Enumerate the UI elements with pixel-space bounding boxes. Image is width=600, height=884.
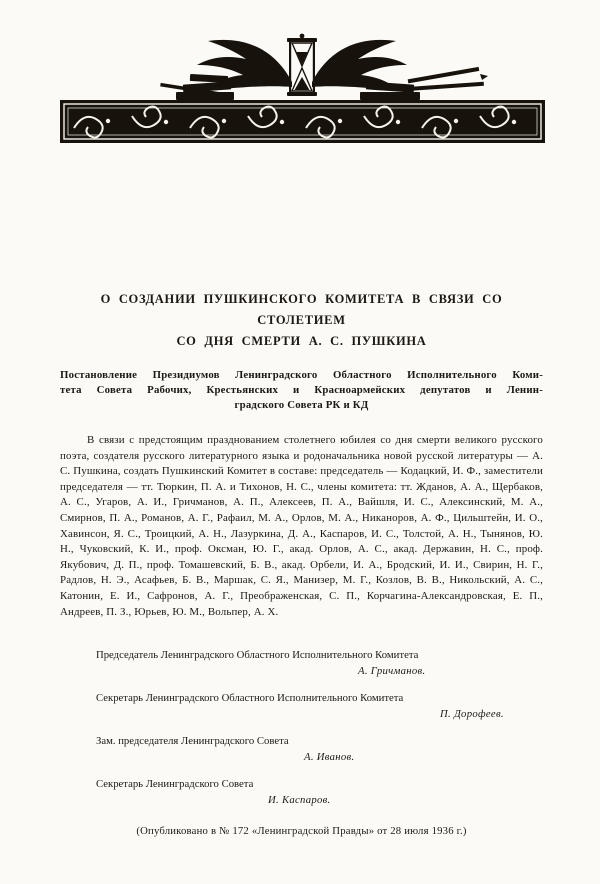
signature-role: Секретарь Ленинградского Совета: [96, 778, 254, 791]
floral-band-icon: [60, 100, 545, 143]
signature-block: [96, 648, 543, 680]
signature-role: Зам. председателя Ленинградского Совета: [96, 735, 289, 748]
title-line-2: СО ДНЯ СМЕРТИ А. С. ПУШКИНА: [176, 334, 427, 348]
signature-role: Секретарь Ленинградского Областного Исполнительного Комитета: [96, 692, 404, 705]
subtitle-line-1: Постановление Президиумов Ленинградского Областного Исполнительного Коми-: [60, 369, 543, 381]
body-paragraph: В связи с предстоящим празднованием столетнего юбилея со дня смерти великого русского поэта, создателя русского литературного языка и родоначальника новой русской литературы — А. С. Пушкина, создать Пушкинский Комитет в составе: председатель — Кодацкий, И. Ф., заместители председателя — тт. Тюркин, П. А. и Тихонов, Н. С., члены комитета: тт. Жданов, А. А., Щербаков, А. С., Угаров, А. И., Гричманов, А. П., Алексеев, П. А., Вайшля, И. С., Алексинский, М. А., Смирнов, П. А., Романов, А. Г., Рафаил, М. А., Орлов, М. А., Никаноров, А. Ф., Цильштейн, И. О., Хавинсон, Я. С., Троицкий, А. Н., Лазуркина, Д. А., Каспаров, И. С., Толстой, А. Н., Тынянов, Ю. Н., Чуковский, К. И., проф. Оксман, Ю. Г., акад. Орлов, А. С., акад. Державин, Н. С., проф. Якубович, Д. П., проф. Томашевский, Б. В., акад. Орбели, И. А., Бродский, И. И., Свирин, Н. Г., Радлов, Н. Э., Асафьев, Б. В., Маршак, С. Я., Манизер, М. Г., Козлов, В. В., Никольский, А. С., Катонин, Е. И., Сафронов, А. Г., Преображенская, С. П., Корчагина-Александровская, Е. П., Андреев, П. З., Юрьев, Ю. М., Вольпер, А. Х.: [60, 434, 543, 618]
document-subtitle: [60, 368, 543, 413]
signature-name: А. Иванов.: [304, 751, 355, 764]
signature-name: П. Дорофеев.: [440, 708, 504, 721]
publication-note: (Опубликовано в № 172 «Ленинградской Правды» от 28 июля 1936 г.): [136, 825, 467, 838]
title-line-1: О СОЗДАНИИ ПУШКИНСКОГО КОМИТЕТА В СВЯЗИ СО СТОЛЕТИЕМ: [100, 292, 503, 327]
winged-hourglass-icon: [197, 34, 407, 96]
signature-role: Председатель Ленинградского Областного Исполнительного Комитета: [96, 649, 419, 662]
subtitle-line-2: тета Совета Рабочих, Крестьянских и Красноармейских депутатов и Ленин-: [60, 384, 543, 396]
signatures-section: [96, 648, 543, 809]
subtitle-line-3: градского Совета РК и КД: [234, 399, 369, 411]
document-title: [60, 289, 543, 352]
signature-block: [96, 777, 543, 809]
signature-name: И. Каспаров.: [268, 794, 331, 807]
header-ornament: [60, 30, 545, 151]
signature-block: [96, 691, 543, 723]
signature-name: А. Гричманов.: [358, 665, 426, 678]
header-ornament-image: [60, 30, 545, 146]
signature-block: [96, 734, 543, 766]
